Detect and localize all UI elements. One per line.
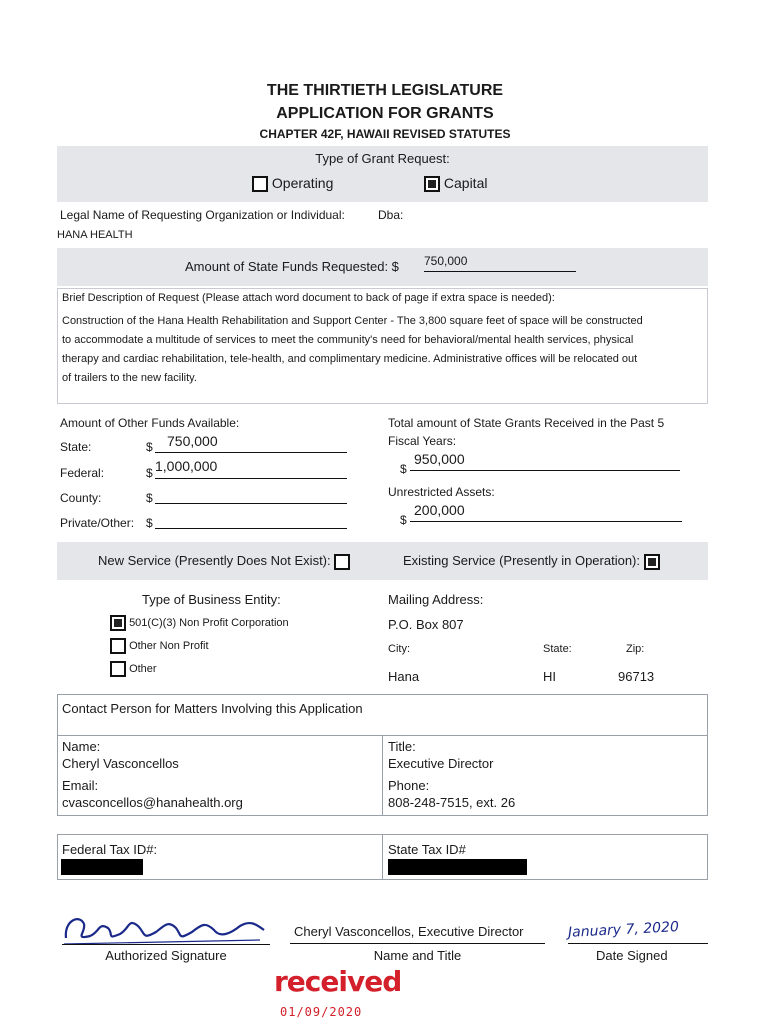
county-funds-value[interactable] xyxy=(155,485,347,504)
entity-option-label: Other Non Profit xyxy=(129,639,209,652)
authorized-signature-label: Authorized Signature xyxy=(105,948,227,963)
operating-label: Operating xyxy=(271,175,334,191)
tax-id-divider xyxy=(382,834,383,880)
entity-checkbox[interactable] xyxy=(110,615,126,631)
org-name-value: HANA HEALTH xyxy=(57,229,133,241)
state-funds-label: Amount of State Funds Requested: $ xyxy=(185,259,399,274)
received-stamp-date: 01/09/2020 xyxy=(280,1005,363,1019)
contact-title-value[interactable]: Executive Director xyxy=(388,756,494,771)
contact-phone-label: Phone: xyxy=(388,778,430,793)
state-funds-value[interactable]: 750,000 xyxy=(424,254,576,272)
description-label: Brief Description of Request (Please attach word document to back of page if extra space is needed): xyxy=(62,292,555,304)
private-funds-value[interactable] xyxy=(155,510,347,529)
name-title-label: Name and Title xyxy=(373,948,462,963)
city-value[interactable]: Hana xyxy=(388,669,420,684)
header-line-1: THE THIRTIETH LEGISLATURE xyxy=(266,82,504,99)
dollar-sign: $ xyxy=(146,440,153,454)
description-line: of trailers to the new facility. xyxy=(62,372,197,384)
description-line: to accommodate a multitude of services to meet the community's need for behavioral/mental health services, physical xyxy=(62,334,634,346)
capital-checkbox[interactable] xyxy=(424,176,440,192)
dollar-sign: $ xyxy=(146,466,153,480)
grants-received-label-2: Fiscal Years: xyxy=(388,434,457,448)
entity-option-label: Other xyxy=(129,662,157,675)
state-funds-available-label: State: xyxy=(60,440,92,454)
unrestricted-assets-value[interactable]: 200,000 xyxy=(410,502,682,522)
private-funds-label: Private/Other: xyxy=(60,516,135,530)
entity-option-label: 501(C)(3) Non Profit Corporation xyxy=(129,616,289,629)
contact-title-label: Title: xyxy=(388,739,416,754)
date-signed-value[interactable]: January 7, 2020 xyxy=(567,919,680,941)
dba-label: Dba: xyxy=(378,208,404,222)
operating-option[interactable] xyxy=(252,175,333,192)
mailing-address-value[interactable]: P.O. Box 807 xyxy=(388,617,464,632)
federal-funds-value[interactable]: 1,000,000 xyxy=(155,458,347,479)
capital-label: Capital xyxy=(443,175,488,191)
contact-name-label: Name: xyxy=(62,739,101,754)
dollar-sign: $ xyxy=(400,513,407,527)
contact-email-value[interactable]: cvasconcellos@hanahealth.org xyxy=(62,795,243,810)
grant-type-label: Type of Grant Request: xyxy=(315,151,450,166)
grants-received-label-1: Total amount of State Grants Received in the Past 5 xyxy=(388,416,665,430)
business-entity-label: Type of Business Entity: xyxy=(142,592,281,607)
date-signed-line xyxy=(568,943,708,944)
dollar-sign: $ xyxy=(400,462,407,476)
state-tax-id-label: State Tax ID# xyxy=(388,842,466,857)
contact-heading: Contact Person for Matters Involving this Application xyxy=(62,701,363,716)
existing-service-option[interactable] xyxy=(403,553,660,570)
name-title-line xyxy=(290,943,545,944)
state-funds-available-value[interactable]: 750,000 xyxy=(155,433,347,453)
zip-value[interactable]: 96713 xyxy=(618,669,655,684)
org-name-label: Legal Name of Requesting Organization or Individual: xyxy=(60,208,345,222)
signature-line xyxy=(62,944,270,945)
description-line: therapy and cardiac rehabilitation, tele-health, and complimentary medicine. Administrative offices will be relocated out xyxy=(62,353,638,365)
received-stamp: received xyxy=(274,965,402,998)
new-service-checkbox[interactable] xyxy=(334,554,350,570)
existing-service-checkbox[interactable] xyxy=(644,554,660,570)
new-service-label: New Service (Presently Does Not Exist): xyxy=(98,553,331,568)
federal-tax-id-label: Federal Tax ID#: xyxy=(62,842,158,857)
unrestricted-assets-label: Unrestricted Assets: xyxy=(388,485,495,499)
contact-phone-value[interactable]: 808-248-7515, ext. 26 xyxy=(388,795,516,810)
capital-option[interactable] xyxy=(424,175,487,192)
new-service-option[interactable] xyxy=(98,553,350,570)
contact-email-label: Email: xyxy=(62,778,99,793)
zip-label: Zip: xyxy=(626,643,645,655)
description-text[interactable] xyxy=(62,312,643,388)
dollar-sign: $ xyxy=(146,516,153,530)
header-line-2: APPLICATION FOR GRANTS xyxy=(276,105,494,122)
entity-checkbox[interactable] xyxy=(110,638,126,654)
existing-service-label: Existing Service (Presently in Operation): xyxy=(403,553,640,568)
federal-tax-id-redaction xyxy=(61,859,143,875)
state-label: State: xyxy=(543,643,572,655)
state-value[interactable]: HI xyxy=(543,669,556,684)
state-tax-id-redaction xyxy=(388,859,527,875)
contact-name-value[interactable]: Cheryl Vasconcellos xyxy=(62,756,179,771)
header-line-3: CHAPTER 42F, HAWAII REVISED STATUTES xyxy=(259,127,511,141)
date-signed-label: Date Signed xyxy=(596,948,668,963)
county-funds-label: County: xyxy=(60,491,102,505)
city-label: City: xyxy=(388,643,410,655)
mailing-address-label: Mailing Address: xyxy=(388,592,484,607)
name-title-value[interactable]: Cheryl Vasconcellos, Executive Director xyxy=(294,924,524,939)
other-funds-label: Amount of Other Funds Available: xyxy=(60,416,240,430)
dollar-sign: $ xyxy=(146,491,153,505)
contact-divider xyxy=(382,735,383,816)
description-line: Construction of the Hana Health Rehabilitation and Support Center - The 3,800 square feet of space will be constructed xyxy=(62,315,643,327)
entity-option-other-nonprofit[interactable] xyxy=(110,638,209,654)
federal-funds-label: Federal: xyxy=(60,466,105,480)
entity-option-other[interactable] xyxy=(110,661,157,677)
entity-checkbox[interactable] xyxy=(110,661,126,677)
operating-checkbox[interactable] xyxy=(252,176,268,192)
entity-option-501c3[interactable] xyxy=(110,615,289,631)
grants-received-value[interactable]: 950,000 xyxy=(410,451,680,471)
